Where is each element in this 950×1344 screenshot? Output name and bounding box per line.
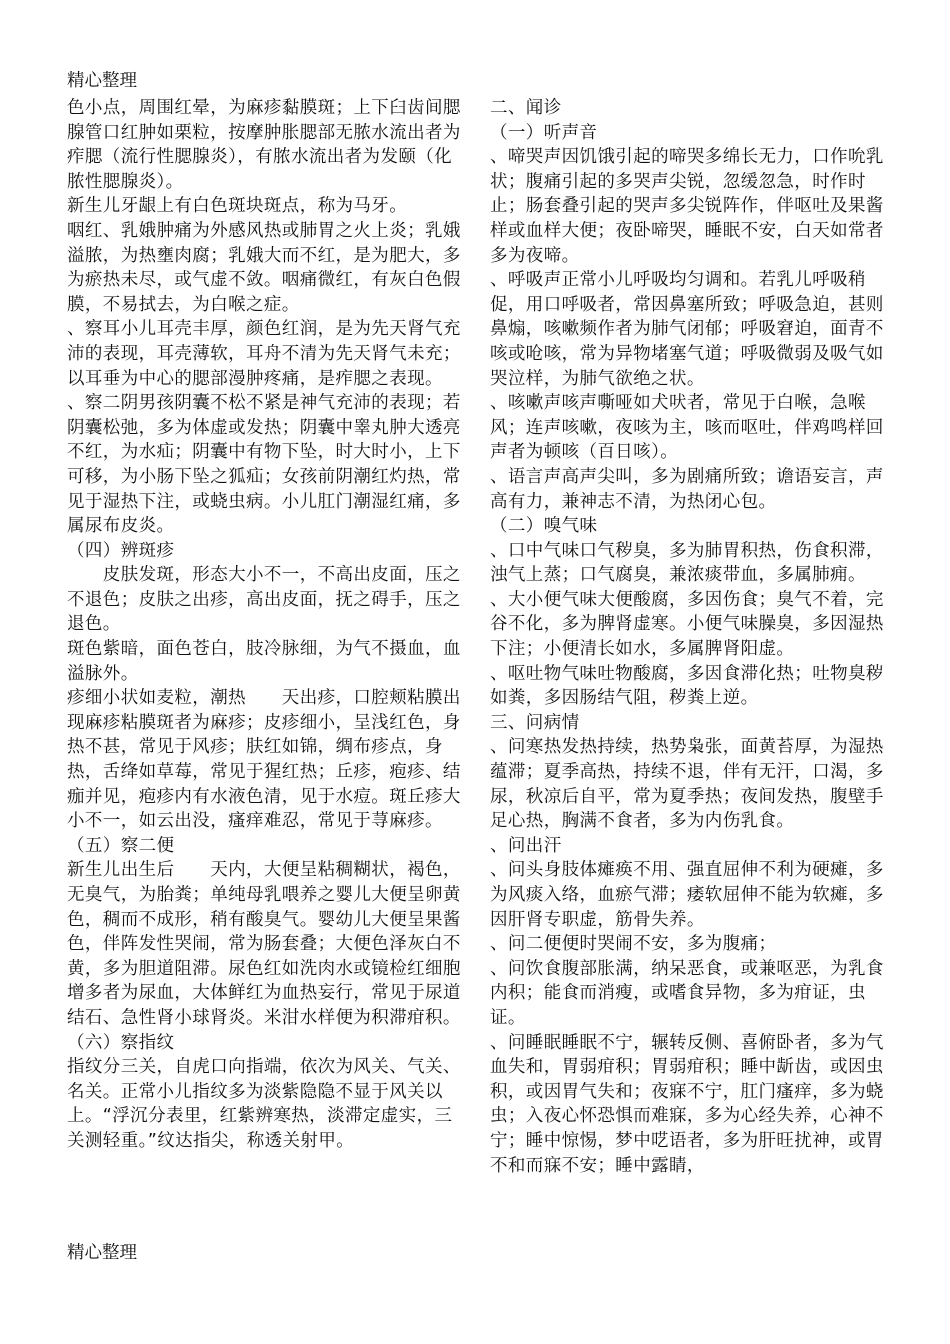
paragraph: 新生儿牙龈上有白色斑块斑点，称为马牙。 — [67, 196, 408, 217]
paragraph: 、问睡眠睡眠不宁，辗转反侧、喜俯卧者，多为气血失和，胃弱疳积；胃弱疳积；睡中龂齿，或因虫积，或因胃气失和；夜寐不宁，肛门瘙痒，多为蛲虫；入夜心怀恐惧而难寐，多为心经失养，心神不宁；睡中惊惕，梦中呓语者，多为肝旺扰神，或胃不和而寐不安；睡中露睛， — [490, 1032, 884, 1176]
paragraph: 、察二阴男孩阴囊不松不紧是神气充沛的表现；若阴囊松弛，多为体虚或发热；阴囊中睾丸肿大透亮不红，为水疝；阴囊中有物下坠，时大时小，上下可移，为小肠下坠之狐疝；女孩前阴潮红灼热，常见于湿热下注，或蛲虫病。小儿肛门潮湿红痛，多属尿布皮炎。 — [67, 393, 461, 537]
paragraph: 、问饮食腹部胀满，纳呆恶食，或兼呕恶，为乳食内积；能食而消瘦，或嗜食异物，多为疳证，虫证。 — [490, 958, 884, 1028]
page-footer: 精心整理 — [67, 1243, 137, 1263]
paragraph: 、问二便便时哭闹不安，多为腹痛； — [490, 934, 777, 955]
section-heading: （六）察指纹 — [67, 1032, 175, 1053]
paragraph: 色小点，周围红晕，为麻疹黏膜斑；上下臼齿间腮腺管口红肿如栗粒，按摩肿胀腮部无脓水流出者为痄腮（流行性腮腺炎），有脓水流出者为发颐（化脓性腮腺炎）。 — [67, 98, 461, 192]
section-heading: 三、问病情 — [490, 712, 580, 733]
paragraph: 、问寒热发热持续，热势枭张，面黄苔厚，为湿热蕴滞；夏季高热，持续不退，伴有无汗，口渴，多尿，秋凉后自平，常为夏季热；夜间发热，腹壁手足心热，胸满不食者，多为内伤乳食。 — [490, 737, 884, 832]
paragraph: 、大小便气味大便酸腐，多因伤食；臭气不着，完谷不化，多为脾肾虚寒。小便气味臊臭，多因湿热下注；小便清长如水，多属脾肾阳虚。 — [490, 589, 884, 660]
paragraph: 、问头身肢体瘫痪不用、强直屈伸不利为硬瘫，多为风痰入络，血瘀气滞；痿软屈伸不能为软瘫，多因肝肾专职虚，筋骨失养。 — [490, 860, 884, 930]
paragraph: 指纹分三关，自虎口向指端，依次为风关、气关、名关。正常小儿指纹多为淡紫隐隐不显于风关以上。“浮沉分表里，红紫辨寒热，淡滞定虚实，三关测轻重。”纹达指尖，称透关射甲。 — [67, 1057, 461, 1151]
section-heading: 二、闻诊 — [490, 98, 562, 118]
right-column — [490, 96, 885, 1178]
paragraph: 、呼吸声正常小儿呼吸均匀调和。若乳儿呼吸稍促，用口呼吸者，常因鼻塞所致；呼吸急迫，甚则鼻煽，咳嗽频作者为肺气闭郁；呼吸窘迫，面青不咳或呛咳，常为异物堵塞气道；呼吸微弱及吸气如哭泣样，为肺气欲绝之状。 — [490, 270, 884, 389]
subsection-heading: （一）听声音 — [490, 122, 598, 143]
paragraph: 、察耳小儿耳壳丰厚，颜色红润，是为先天肾气充沛的表现，耳壳薄软，耳舟不清为先天肾气未充；以耳垂为中心的腮部漫肿疼痛，是痄腮之表现。 — [67, 319, 461, 389]
subsection-heading: （二）嗅气味 — [490, 516, 598, 537]
paragraph: 新生儿出生后 天内，大便呈粘稠糊状，褐色，无臭气，为胎粪；单纯母乳喂养之婴儿大便呈卵黄色，稠而不成形，稍有酸臭气。婴幼儿大便呈果酱色，伴阵发性哭闹，常为肠套叠；大便色泽灰白不黄，多为胆道阻滞。尿色红如洗肉水或镜检红细胞增多者为尿血，大体鲜红为血热妄行，常见于尿道结石、急性肾小球肾炎。米泔水样便为积滞疳积。 — [67, 860, 461, 1028]
paragraph: 疹细小状如麦粒，潮热 天出疹，口腔颊粘膜出现麻疹粘膜斑者为麻疹；皮疹细小，呈浅红色，身热不甚，常见于风疹；肤红如锦，绸布疹点，身热，舌绛如草莓，常见于猩红热；丘疹，疱疹、结痂并见，疱疹内有水液色清，见于水痘。斑丘疹大小不一，如云出没，瘙痒难忍，常见于荨麻疹。 — [67, 688, 461, 832]
section-heading: （五）察二便 — [67, 835, 175, 856]
paragraph: 皮肤发斑，形态大小不一，不高出皮面，压之不退色；皮肤之出疹，高出皮面，抚之碍手，压之退色。 — [67, 565, 461, 635]
section-heading: （四）辨斑疹 — [67, 540, 175, 561]
left-column — [67, 96, 462, 1154]
paragraph: 、问出汗 — [490, 835, 562, 856]
paragraph: 、语言声高声尖叫，多为剧痛所致；谵语妄言，声高有力，兼神志不清，为热闭心包。 — [490, 466, 884, 512]
paragraph: 、咳嗽声咳声嘶哑如犬吠者，常见于白喉，急喉风；连声咳嗽，夜咳为主，咳而呕吐，伴鸡鸣样回声者为顿咳（百日咳）。 — [490, 393, 884, 463]
paragraph: 、口中气味口气秽臭，多为肺胃积热，伤食积滞，浊气上蒸；口气腐臭，兼浓痰带血，多属肺痈。 — [490, 540, 884, 586]
paragraph: 斑色紫暗，面色苍白，肢冷脉细，为气不摄血，血溢脉外。 — [67, 639, 461, 684]
paragraph: 、啼哭声因饥饿引起的啼哭多绵长无力，口作吮乳状；腹痛引起的多哭声尖锐，忽缓忽急，时作时止；肠套叠引起的哭声多尖锐阵作，伴呕吐及果酱样或血样大便；夜卧啼哭，睡眠不安，白天如常者多为夜啼。 — [490, 147, 884, 266]
page-header: 精心整理 — [67, 71, 137, 91]
paragraph: 、呕吐物气味吐物酸腐，多因食滞化热；吐物臭秽如粪，多因肠结气阻，秽粪上逆。 — [490, 663, 884, 709]
paragraph: 咽红、乳娥肿痛为外感风热或肺胃之火上炎；乳娥溢脓，为热壅肉腐；乳娥大而不红，是为肥大，多为瘀热未尽，或气虚不敛。咽痛微红，有灰白色假膜，不易拭去，为白喉之症。 — [67, 220, 461, 315]
